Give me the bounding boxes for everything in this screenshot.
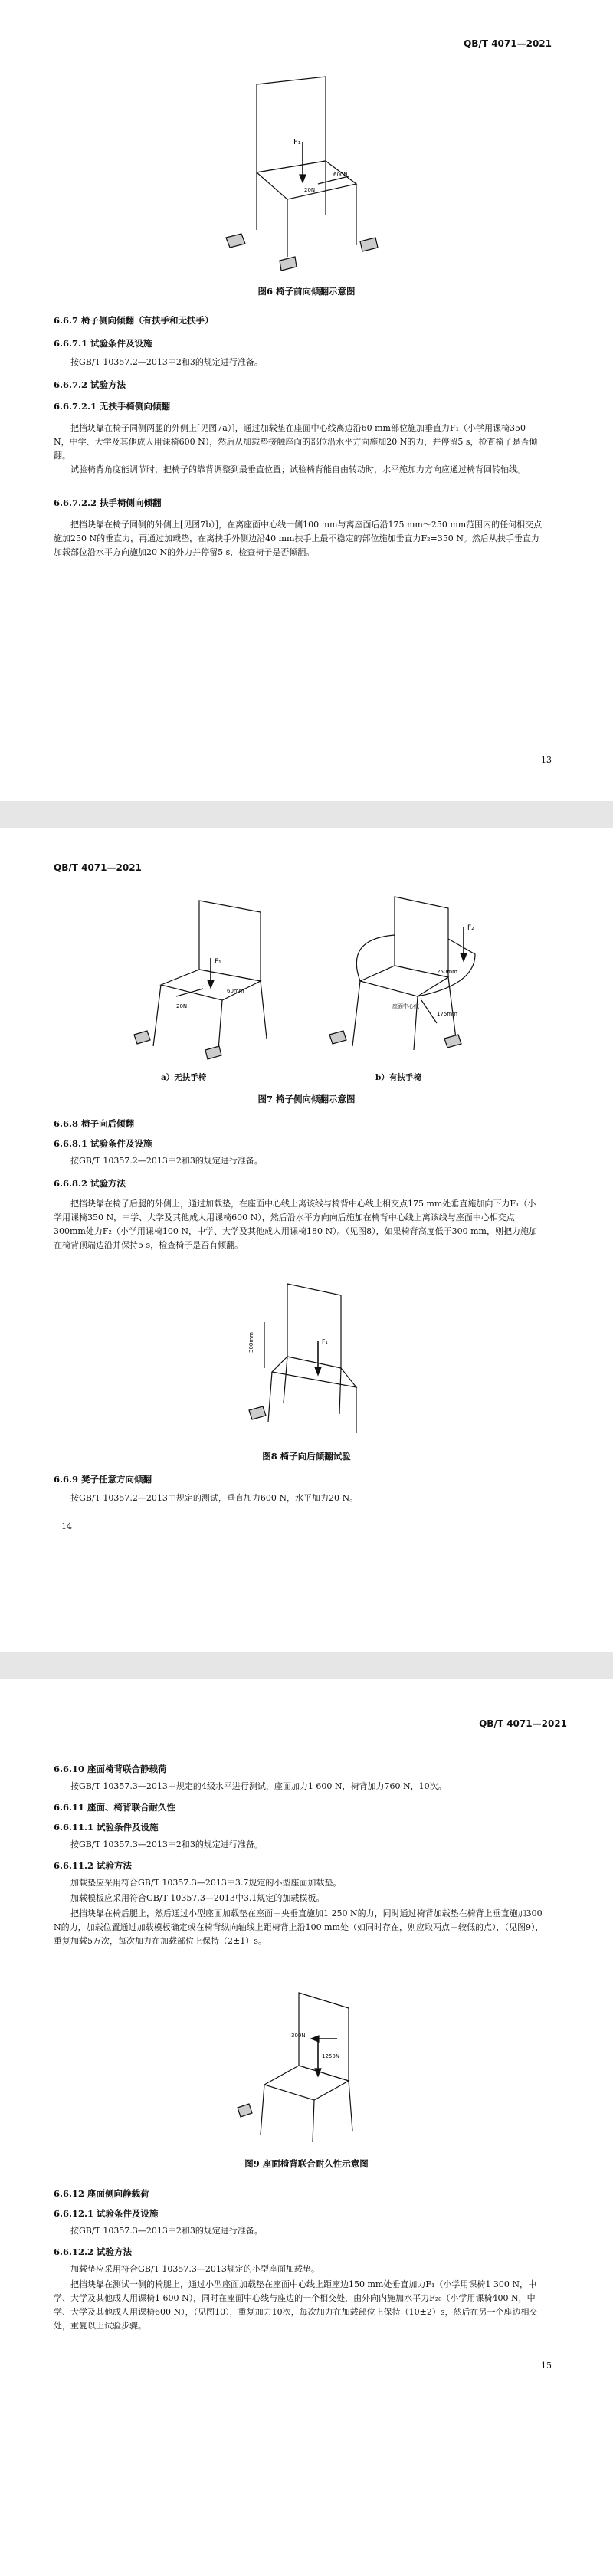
section-6-6-8-1-title: 6.6.8.1 试验条件及设施 xyxy=(54,1138,152,1149)
std-code: QB/T 4071—2021 xyxy=(464,38,552,49)
fig6-f1-label: F₁ xyxy=(293,138,301,146)
fig7b-centerline-label: 座面中心线 xyxy=(392,1003,419,1009)
fig7b-dist-175-label: 175mm xyxy=(437,1011,457,1017)
fig9-seat-force-label: 1250N xyxy=(322,2053,340,2059)
section-6-6-12-title: 6.6.12 座面侧向静载荷 xyxy=(54,2188,149,2199)
section-6-6-7-2-1-title: 6.6.7.2.1 无扶手椅侧向倾翻 xyxy=(54,401,171,412)
section-6-6-10-text: 按GB/T 10357.3—2013中规定的4级水平进行测试，座面加力1 600 N，椅背加力760 N，10次。 xyxy=(70,1781,447,1791)
figure-8-chair-backward-tipping xyxy=(241,1276,395,1441)
fig7b-dist-250-label: 250mm xyxy=(437,969,457,975)
section-6-6-7-2-1-paragraph-1: 把挡块靠在椅子同侧两腿的外侧上[见图7a）]，通过加载垫在座面中心线离边沿60 mm部位施加垂直力F₁（小学用课椅350 N，中学、大学及其他成人用课椅600 N），然后从加载垫接触座面的部位沿水平方向施加20 N的力，并停留5 s，检查椅子是否倾翻。 xyxy=(54,423,538,461)
section-6-6-12-2-paragraph-1: 加载垫应采用符合GB/T 10357.3—2013规定的小型座面加载垫。 xyxy=(70,2264,320,2274)
figure-8-caption: 图8 椅子向后倾翻试验 xyxy=(262,1451,351,1462)
page-14 xyxy=(0,828,613,1652)
figure-7a-chair-without-armrest xyxy=(130,893,314,1065)
section-6-6-11-1-text: 按GB/T 10357.3—2013中2和3的规定进行准备。 xyxy=(70,1839,263,1849)
page-13 xyxy=(0,0,613,801)
section-6-6-11-2-paragraph-1: 加载垫应采用符合GB/T 10357.3—2013中3.7规定的小型座面加载垫。 xyxy=(70,1878,342,1888)
figure-9-seat-back-durability xyxy=(230,1985,406,2146)
figure-7b-chair-with-armrest xyxy=(322,893,506,1065)
std-code: QB/T 4071—2021 xyxy=(479,1718,567,1729)
section-6-6-12-1-title: 6.6.12.1 试验条件及设施 xyxy=(54,2208,159,2219)
section-6-6-8-2-title: 6.6.8.2 试验方法 xyxy=(54,1178,126,1189)
section-6-6-12-2-paragraph-2: 把挡块靠在测试一侧的椅腿上，通过小型座面加载垫在座面中心线上距座边150 mm处垂直加力F₁（小学用课椅1 300 N，中学、大学及其他成人用课椅1 600 N），同时在座面中心线与座边的一个相交处，由外向内施加水平力F₂₀（小学用课椅400 N，中学、大学及其他成人用课椅600 N），（见图10），重复加力10次，每次加力在加载部位上保持（10±2）s，然后在另一个座边相交处，重复以上试验步骤。 xyxy=(54,2279,538,2331)
fig6-dist-label: 20N xyxy=(304,187,316,193)
fig7b-f2-label: F₂ xyxy=(467,924,474,932)
section-6-6-7-title: 6.6.7 椅子侧向倾翻（有扶手和无扶手） xyxy=(54,315,214,326)
figure-7a-label: a）无扶手椅 xyxy=(161,1073,207,1082)
fig7a-f1-label: F₁ xyxy=(215,958,221,966)
figure-7b-label: b）有扶手椅 xyxy=(375,1073,421,1082)
figure-7-caption: 图7 椅子侧向倾翻示意图 xyxy=(257,1094,356,1104)
page-number: 13 xyxy=(541,755,552,765)
section-6-6-12-2-title: 6.6.12.2 试验方法 xyxy=(54,2246,133,2257)
page-15 xyxy=(0,1679,613,2576)
section-6-6-7-2-title: 6.6.7.2 试验方法 xyxy=(54,379,126,390)
section-6-6-8-1-text: 按GB/T 10357.2—2013中2和3的规定进行准备。 xyxy=(70,1156,263,1166)
section-6-6-7-2-2-title: 6.6.7.2.2 扶手椅侧向倾翻 xyxy=(54,497,162,508)
section-6-6-8-title: 6.6.8 椅子向后倾翻 xyxy=(54,1118,135,1129)
section-6-6-7-1-title: 6.6.7.1 试验条件及设施 xyxy=(54,338,152,349)
section-6-6-11-title: 6.6.11 座面、椅背联合耐久性 xyxy=(54,1802,176,1813)
fig7a-force-label: 20N xyxy=(176,1003,188,1009)
section-6-6-9-title: 6.6.9 凳子任意方向倾翻 xyxy=(54,1474,152,1485)
section-6-6-8-2-paragraph: 把挡块靠在椅子后腿的外侧上，通过加载垫，在座面中心线上离该线与椅背中心线上相交点175 mm处垂直施加向下力F₁（小学用课椅350 N，中学、大学及其他成人用课椅600 N），然后沿水平方向向后施加在椅背中心线上离该线与座面中心相交点300mm处力F₂（小学用课椅100 N，中学、大学及其他成人用课椅180 N）。（见图8），如果椅背高度低于300 mm，则把力施加在椅背顶端边沿并保持5 s，检查椅子是否有倾翻。 xyxy=(54,1199,537,1250)
page-number: 14 xyxy=(61,1521,72,1531)
fig9-backrest-force-label: 300N xyxy=(291,2033,306,2039)
section-6-6-9-text: 按GB/T 10357.2—2013中规定的测试，垂直加力600 N，水平加力20 N。 xyxy=(70,1493,359,1503)
figure-6-caption: 图6 椅子前向倾翻示意图 xyxy=(257,286,356,297)
figure-9-caption: 图9 座面椅背联合耐久性示意图 xyxy=(244,2158,369,2169)
section-6-6-11-2-paragraph-3: 把挡块靠在椅后腿上，然后通过小型座面加载垫在座面中央垂直施加1 250 N的力，同时通过椅背加载垫在椅背上垂直施加300 N的力，加载位置通过加载模板确定或在椅背纵向轴线上距椅背上沿100 mm处（如同时存在，则应取两点中较低的点），（见图9），重复加载5万次，每次加力在加载部位上保持（2±1）s。 xyxy=(54,1908,544,1946)
section-6-6-12-1-text: 按GB/T 10357.3—2013中2和3的规定进行准备。 xyxy=(70,2226,263,2236)
section-6-6-7-1-text: 按GB/T 10357.2—2013中2和3的规定进行准备。 xyxy=(70,357,263,367)
section-6-6-7-2-1-paragraph-2: 试验椅背角度能调节时，把椅子的靠背调整到最垂直位置；试验椅背能自由转动时，水平施加力方向应通过椅背回转轴线。 xyxy=(70,464,526,474)
section-6-6-11-1-title: 6.6.11.1 试验条件及设施 xyxy=(54,1822,159,1833)
page-number: 15 xyxy=(541,2361,552,2371)
section-6-6-11-2-paragraph-2: 加载模板应采用符合GB/T 10357.3—2013中3.1规定的加载模板。 xyxy=(70,1893,325,1903)
section-6-6-7-2-2-paragraph: 把挡块靠在椅子同侧的外侧上[见图7b）]，在离座面中心线一侧100 mm与离座面后沿175 mm～250 mm范围内的任何相交点施加250 N的垂直力，再通过加载垫，在离扶手外侧边沿40 mm扶手上最不稳定的部位施加垂直力F₂=350 N。然后从扶手垂直力加载部位沿水平方向施加20 N的外力并停留5 s，检查椅子是否倾翻。 xyxy=(54,520,543,557)
fig7a-dist-label: 60mm xyxy=(227,988,244,994)
fig8-dist-label: 300mm xyxy=(248,1332,254,1353)
fig6-force-label: 600N xyxy=(333,172,348,178)
fig8-f1-label: F₁ xyxy=(322,1338,328,1345)
section-6-6-11-2-title: 6.6.11.2 试验方法 xyxy=(54,1860,133,1871)
std-code: QB/T 4071—2021 xyxy=(54,862,142,873)
section-6-6-10-title: 6.6.10 座面椅背联合静载荷 xyxy=(54,1764,167,1774)
figure-6-chair-forward-tipping xyxy=(211,69,410,276)
